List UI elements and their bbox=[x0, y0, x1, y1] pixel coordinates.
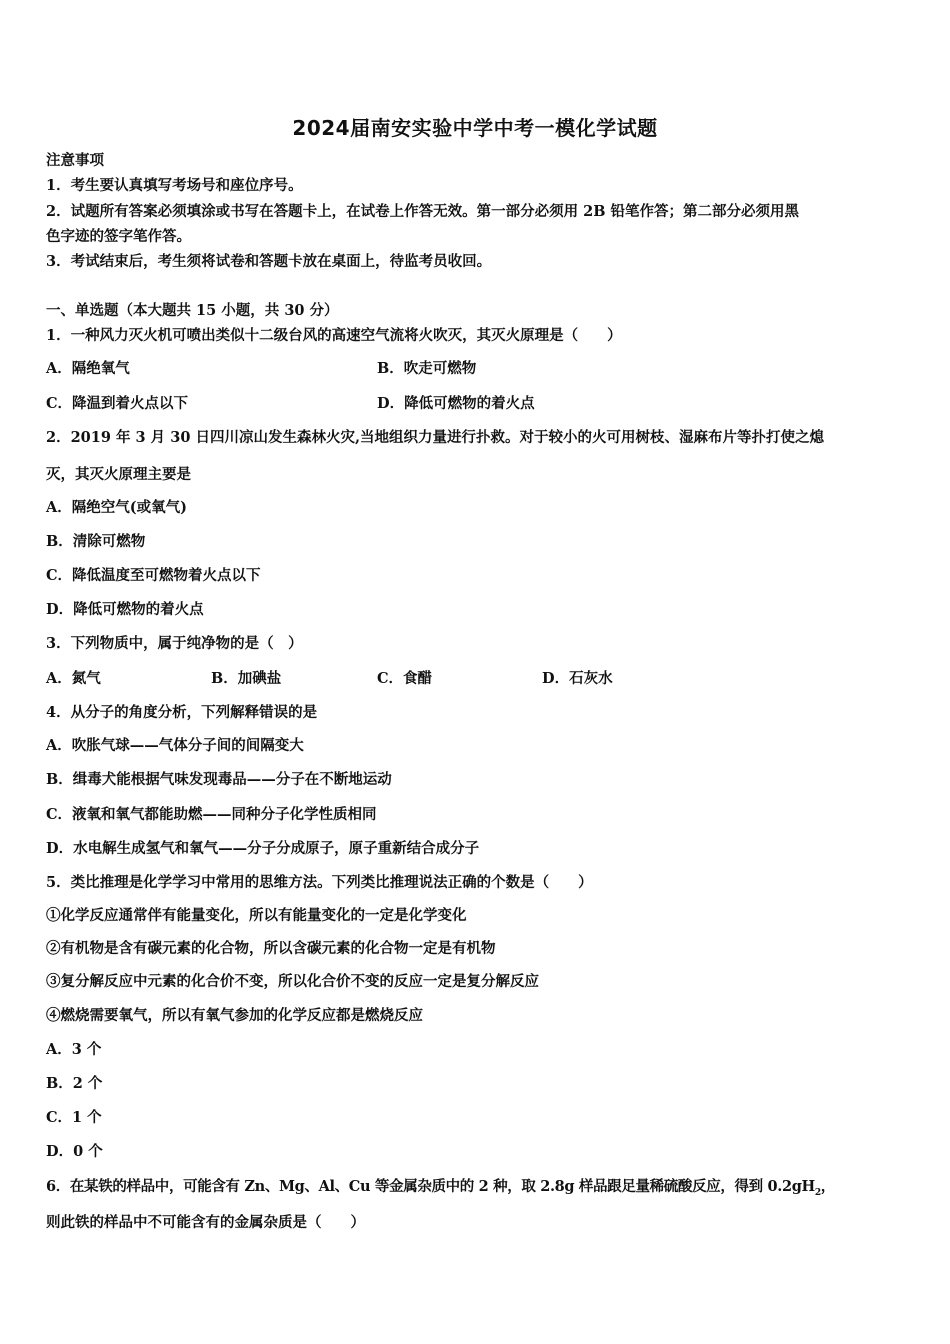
q1-option-b: B．吹走可燃物 bbox=[377, 360, 477, 377]
q2-option-b: B．清除可燃物 bbox=[46, 533, 146, 550]
q3-option-c: C．食醋 bbox=[377, 670, 433, 687]
q1-option-a: A．隔绝氧气 bbox=[46, 360, 130, 377]
q1-option-d: D．降低可燃物的着火点 bbox=[377, 395, 535, 412]
q1-option-c: C．降温到着火点以下 bbox=[46, 395, 189, 412]
q5-option-c: C．1 个 bbox=[46, 1109, 102, 1126]
q5-stem: 5．类比推理是化学学习中常用的思维方法。下列类比推理说法正确的个数是（ ） bbox=[46, 874, 593, 891]
notice-item-2-cont: 色字迹的签字笔作答。 bbox=[46, 228, 191, 245]
q5-statement-1: ①化学反应通常伴有能量变化，所以有能量变化的一定是化学变化 bbox=[46, 907, 467, 924]
q2-stem-line1: 2．2019 年 3 月 30 日四川凉山发生森林火灾,当地组织力量进行扑救。对于较小的火可用树枝、湿麻布片等扑打使之熄 bbox=[46, 429, 824, 446]
q5-statement-2: ②有机物是含有碳元素的化合物，所以含碳元素的化合物一定是有机物 bbox=[46, 940, 496, 957]
q2-option-d: D．降低可燃物的着火点 bbox=[46, 601, 204, 618]
q4-option-d: D．水电解生成氢气和氧气——分子分成原子，原子重新结合成分子 bbox=[46, 840, 480, 857]
q1-stem: 1．一种风力灭火机可喷出类似十二级台风的高速空气流将火吹灭，其灭火原理是（ ） bbox=[46, 327, 622, 344]
q6-stem-comma: ， bbox=[820, 1178, 835, 1195]
notice-item-2: 2．试题所有答案必须填涂或书写在答题卡上，在试卷上作答无效。第一部分必须用 2B 铅笔作答；第二部分必须用黑 bbox=[46, 203, 800, 220]
q3-option-d: D．石灰水 bbox=[542, 670, 613, 687]
q5-option-d: D．0 个 bbox=[46, 1143, 103, 1160]
q2-option-c: C．降低温度至可燃物着火点以下 bbox=[46, 567, 261, 584]
q4-option-c: C．液氧和氧气都能助燃——同种分子化学性质相同 bbox=[46, 806, 377, 823]
q4-stem: 4．从分子的角度分析，下列解释错误的是 bbox=[46, 704, 318, 721]
notice-item-1: 1．考生要认真填写考场号和座位序号。 bbox=[46, 177, 303, 194]
q2-option-a: A．隔绝空气(或氧气) bbox=[46, 499, 187, 516]
q3-stem: 3．下列物质中，属于纯净物的是（ ） bbox=[46, 635, 303, 652]
q4-option-b: B．缉毒犬能根据气味发现毒品——分子在不断地运动 bbox=[46, 771, 392, 788]
notice-item-3: 3．考试结束后，考生须将试卷和答题卡放在桌面上，待监考员收回。 bbox=[46, 253, 492, 270]
q3-option-a: A．氮气 bbox=[46, 670, 101, 687]
q3-option-b: B．加碘盐 bbox=[211, 670, 282, 687]
q4-option-a: A．吹胀气球——气体分子间的间隔变大 bbox=[46, 737, 304, 754]
q6-subscript: 2 bbox=[814, 1187, 821, 1198]
q5-option-a: A．3 个 bbox=[46, 1041, 102, 1058]
q6-stem-line1 bbox=[46, 1177, 908, 1203]
q6-stem-line2: 则此铁的样品中不可能含有的金属杂质是（ ） bbox=[46, 1214, 365, 1231]
q5-statement-4: ④燃烧需要氧气，所以有氧气参加的化学反应都是燃烧反应 bbox=[46, 1007, 423, 1024]
notice-heading: 注意事项 bbox=[46, 152, 104, 169]
exam-title: 2024届南安实验中学中考一模化学试题 bbox=[292, 116, 658, 140]
q6-stem-text: 6．在某铁的样品中，可能含有 Zn、Mg、Al、Cu 等金属杂质中的 2 种，取 2.8g 样品跟足量稀硫酸反应，得到 0.2gH bbox=[46, 1178, 815, 1195]
q2-stem-line2: 灭，其灭火原理主要是 bbox=[46, 466, 191, 483]
q5-statement-3: ③复分解反应中元素的化合价不变，所以化合价不变的反应一定是复分解反应 bbox=[46, 973, 539, 990]
section-heading: 一、单选题（本大题共 15 小题，共 30 分） bbox=[46, 302, 339, 319]
q5-option-b: B．2 个 bbox=[46, 1075, 103, 1092]
